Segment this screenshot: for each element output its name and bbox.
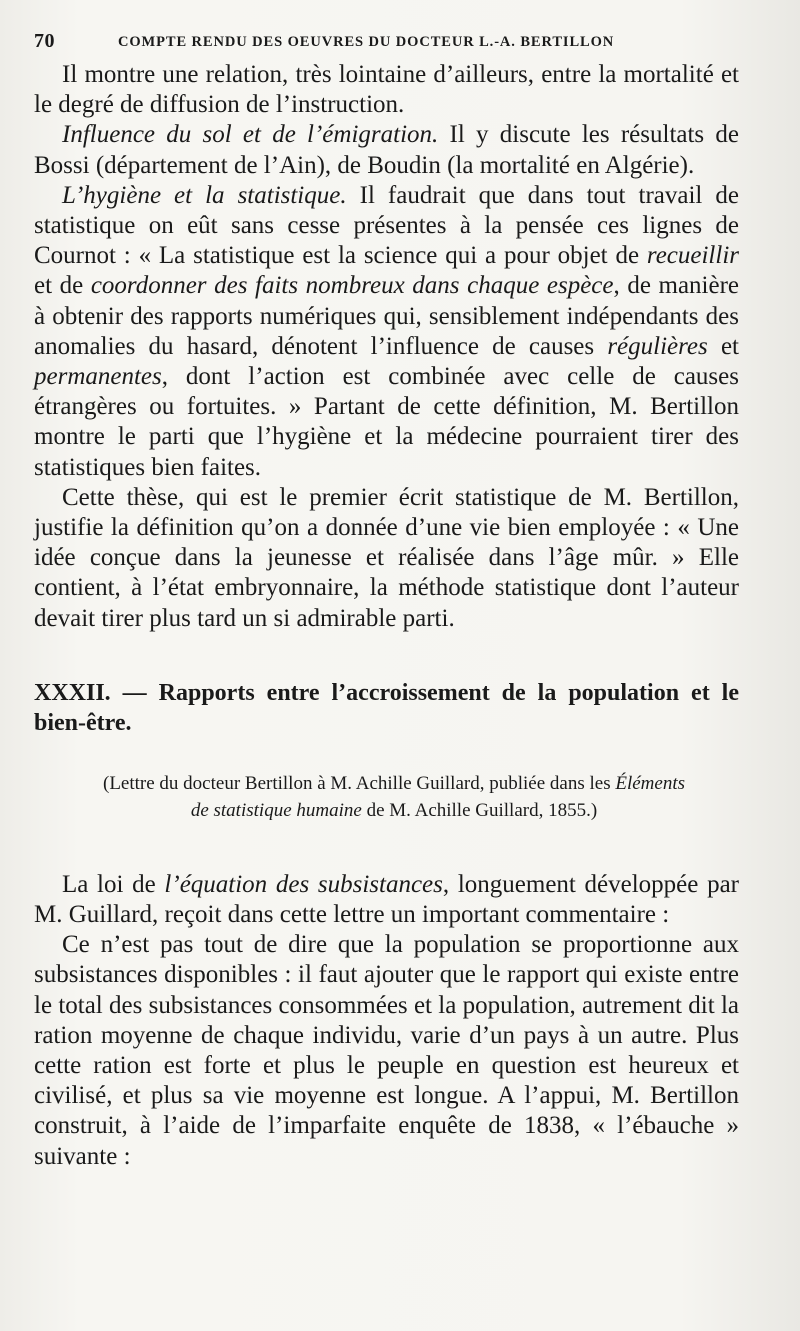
spacer [34, 824, 739, 870]
page-header [34, 30, 774, 60]
paragraph-hygiene-statistique: L’hygiène et la statistique. Il faudrait que dans tout travail de statistique on eût sans cesse présentes à la pensée ces lignes de Cournot : « La statistique est la science qui a pour objet de recueillir et de coordonner des faits nombreux dans chaque espèce, de manière à obtenir des rapports numériques qui, sensiblement indépendants des anomalies du hasard, dénotent l’influence de causes régulières et permanentes, dont l’action est combinée avec celle de causes étrangères ou fortuites. » Partant de cette définition, M. Bertillon montre le parti que l’hygiène et la médecine pourraient tirer des statistiques bien faites. [34, 181, 740, 481]
page-body [34, 60, 739, 1172]
paragraph-these: Cette thèse, qui est le premier écrit statistique de M. Bertillon, justifie la définition qu’on a donnée d’une vie bien employée : « Une idée conçue dans la jeunesse et réalisée dans l’âge mûr. » Elle contient, à l’état embryonnaire, la méthode statistique dont l’auteur devait tirer plus tard un si admirable parti. [34, 483, 739, 632]
running-head: COMPTE RENDU DES OEUVRES DU DOCTEUR L.-A. BERTILLON [118, 34, 615, 50]
page-number: 70 [34, 30, 55, 52]
paragraph-influence-sol: Influence du sol et de l’émigration. Il y discute les résultats de Bossi (département de l’Ain), de Boudin (la mortalité en Algérie). [34, 121, 740, 179]
paragraph-instruction: Il montre une relation, très lointaine d’ailleurs, entre la mortalité et le degré de diffusion de l’instruction. [34, 61, 739, 119]
section-title: XXXII. — Rapports entre l’accroissement de la population et le bien-être. [34, 679, 739, 736]
paragraph-ration-moyenne: Ce n’est pas tout de dire que la population se proportionne aux subsistances disponibles : il faut ajouter que le rapport qui existe entre le total des subsistances consommées et la population, autrement dit la ration moyenne de chaque individu, varie d’un pays à un autre. Plus cette ration est forte et plus le peuple en question est heureux et civilisé, et plus sa vie moyenne est longue. A l’appui, M. Bertillon construit, à l’aide de l’imparfaite enquête de 1838, « l’ébauche » suivante : [34, 931, 739, 1170]
paragraph-loi-subsistances: La loi de l’équation des subsistances, longuement développée par M. Guillard, reçoit dans cette lettre un important commentaire : [34, 870, 739, 929]
citation: (Lettre du docteur Bertillon à M. Achille Guillard, publiée dans les Éléments de statistique humaine de M. Achille Guillard, 1855.) [103, 772, 685, 821]
